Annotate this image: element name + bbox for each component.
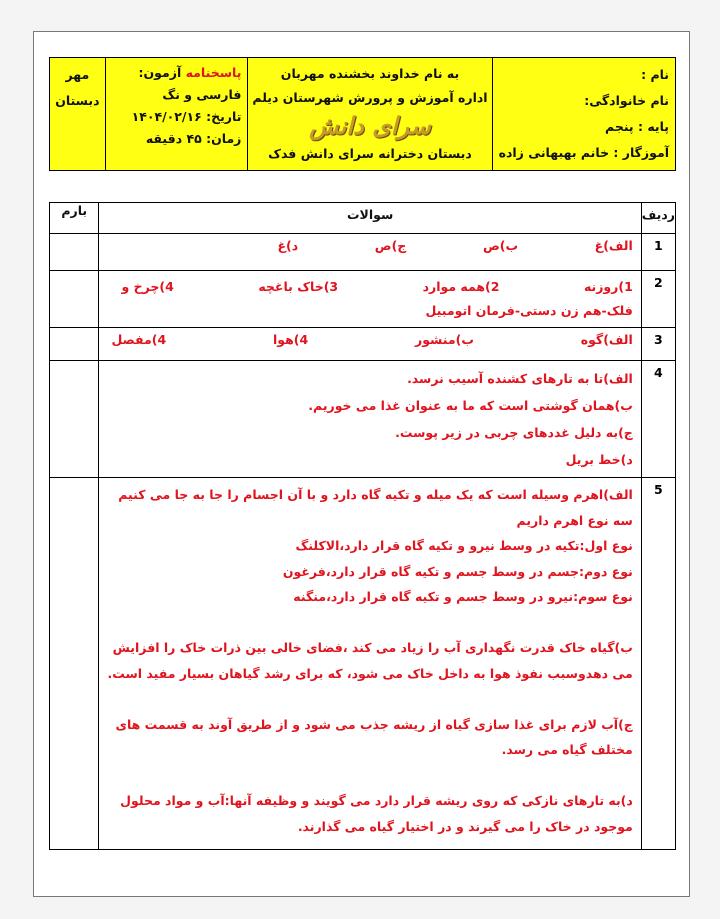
answer-line: ب)همان گوشتی است که ما به عنوان غذا می خوریم. — [308, 398, 633, 413]
exam-sheet — [33, 31, 690, 897]
basmala: به نام خداوند بخشنده مهربان — [280, 66, 460, 81]
row-number: 3 — [641, 328, 675, 361]
questions-header: سوالات — [99, 203, 641, 234]
answer-cell — [99, 361, 641, 478]
answer-line: د)به تارهای نازکی که روی ریشه قرار دارد می گویند و وظیفه آنها:آب و مواد محلول — [120, 793, 633, 808]
blank-line — [107, 686, 632, 712]
answer-key-label: پاسخنامه — [185, 65, 242, 80]
row-number: 1 — [641, 234, 675, 271]
answer-line: الف)تا به تارهای کشنده آسیب نرسد. — [407, 371, 633, 386]
answer-line: مختلف گیاه می رسد. — [501, 742, 633, 757]
answer-cell — [99, 328, 641, 361]
grade-label: پایه : پنجم — [605, 119, 669, 134]
score-header: بارم — [50, 203, 99, 234]
answer-line: نوع دوم:جسم در وسط جسم و تکیه گاه قرار دارد،فرغون — [282, 563, 633, 579]
answer-cell — [99, 478, 641, 850]
table-row — [50, 271, 676, 328]
answer-item: ب)ص — [482, 238, 519, 253]
school-seal-cell — [50, 58, 106, 171]
answer-item: 4)مفصل — [111, 332, 167, 347]
exam-title — [139, 65, 242, 102]
answer-continuation: فلک-هم زن دستی-فرمان اتومبیل — [425, 303, 633, 318]
seal-label-2: دبستان — [55, 93, 100, 108]
answer-line: نوع اول:تکیه در وسط نیرو و تکیه گاه قرار دارد،الاکلنگ — [295, 538, 633, 553]
blank-line — [107, 763, 632, 789]
table-header-row — [50, 203, 676, 234]
score-cell — [50, 271, 99, 328]
table-row — [50, 361, 676, 478]
score-cell — [50, 361, 99, 478]
answer-line: می دهدوسبب نفوذ هوا به داخل خاک می شود، که برای رشد گیاهان بسیار مفید است. — [107, 665, 633, 681]
header-table — [49, 57, 676, 171]
exam-subject: آزمون: فارسی و نگ — [138, 65, 242, 102]
table-row — [50, 234, 676, 271]
answer-item: 4)چرخ و — [121, 279, 174, 294]
exam-info-cell — [105, 58, 248, 171]
blank-line — [107, 610, 632, 636]
score-cell — [50, 478, 99, 850]
row-number: 5 — [641, 478, 675, 850]
row-number-header: ردیف — [641, 203, 675, 234]
exam-duration: زمان: ۴۵ دقیقه — [145, 131, 242, 146]
answer-line: ج)آب لازم برای غذا سازی گیاه از ریشه جذب می شود و از طریق آوند به قسمت های — [115, 716, 633, 732]
score-cell — [50, 234, 99, 271]
row-number: 4 — [641, 361, 675, 478]
answer-line: الف)اهرم وسیله است که یک میله و تکیه گاه دارد و با آن اجسام را جا به جا می کنیم — [118, 487, 633, 502]
seal-label-1: مهر — [65, 67, 90, 82]
school-name: دبستان دخترانه سرای دانش فدک — [268, 146, 472, 161]
questions-table — [49, 202, 676, 850]
answer-item: ب)منشور — [415, 332, 474, 347]
table-row — [50, 478, 676, 850]
answer-cell — [99, 271, 641, 328]
education-office: اداره آموزش و پرورش شهرستان دیلم — [252, 90, 488, 105]
student-info-cell — [492, 58, 675, 171]
answer-line: د)خط بریل — [565, 452, 633, 467]
answer-item: 4)هوا — [272, 332, 309, 347]
answer-item: الف)گوه — [580, 332, 633, 347]
teacher-label: آموزگار : خانم بهبهانی زاده — [498, 145, 669, 160]
answer-line: ج)به دلیل غددهای چربی در زیر پوست. — [395, 425, 633, 440]
score-cell — [50, 328, 99, 361]
exam-date: تاریخ: ۱۴۰۴/۰۲/۱۶ — [131, 109, 242, 124]
answer-item: الف)غ — [594, 238, 633, 253]
answer-item: 2)همه موارد — [422, 279, 500, 294]
answer-item: 1)روزنه — [583, 279, 633, 294]
answer-line: موجود در خاک را می گیرند و در اختیار گیاه می گذارند. — [297, 818, 633, 834]
answer-item: ج)ص — [374, 238, 407, 253]
table-row — [50, 328, 676, 361]
answer-cell — [99, 234, 641, 271]
school-info-cell — [248, 58, 492, 171]
answer-line: ب)گیاه خاک قدرت نگهداری آب را زیاد می کند ،فضای خالی بین ذرات خاک را افزایش — [112, 640, 633, 655]
school-logo: سرای دانش — [309, 111, 431, 140]
family-name-label: نام خانوادگی: — [584, 93, 669, 108]
answer-item: 3)خاک باغچه — [258, 279, 339, 294]
answer-line: سه نوع اهرم داریم — [516, 512, 633, 528]
answer-line: نوع سوم:نیرو در وسط جسم و تکیه گاه قرار دارد،منگنه — [293, 589, 633, 604]
name-label: نام : — [641, 67, 669, 82]
row-number: 2 — [641, 271, 675, 328]
answer-item: د)غ — [277, 238, 299, 253]
